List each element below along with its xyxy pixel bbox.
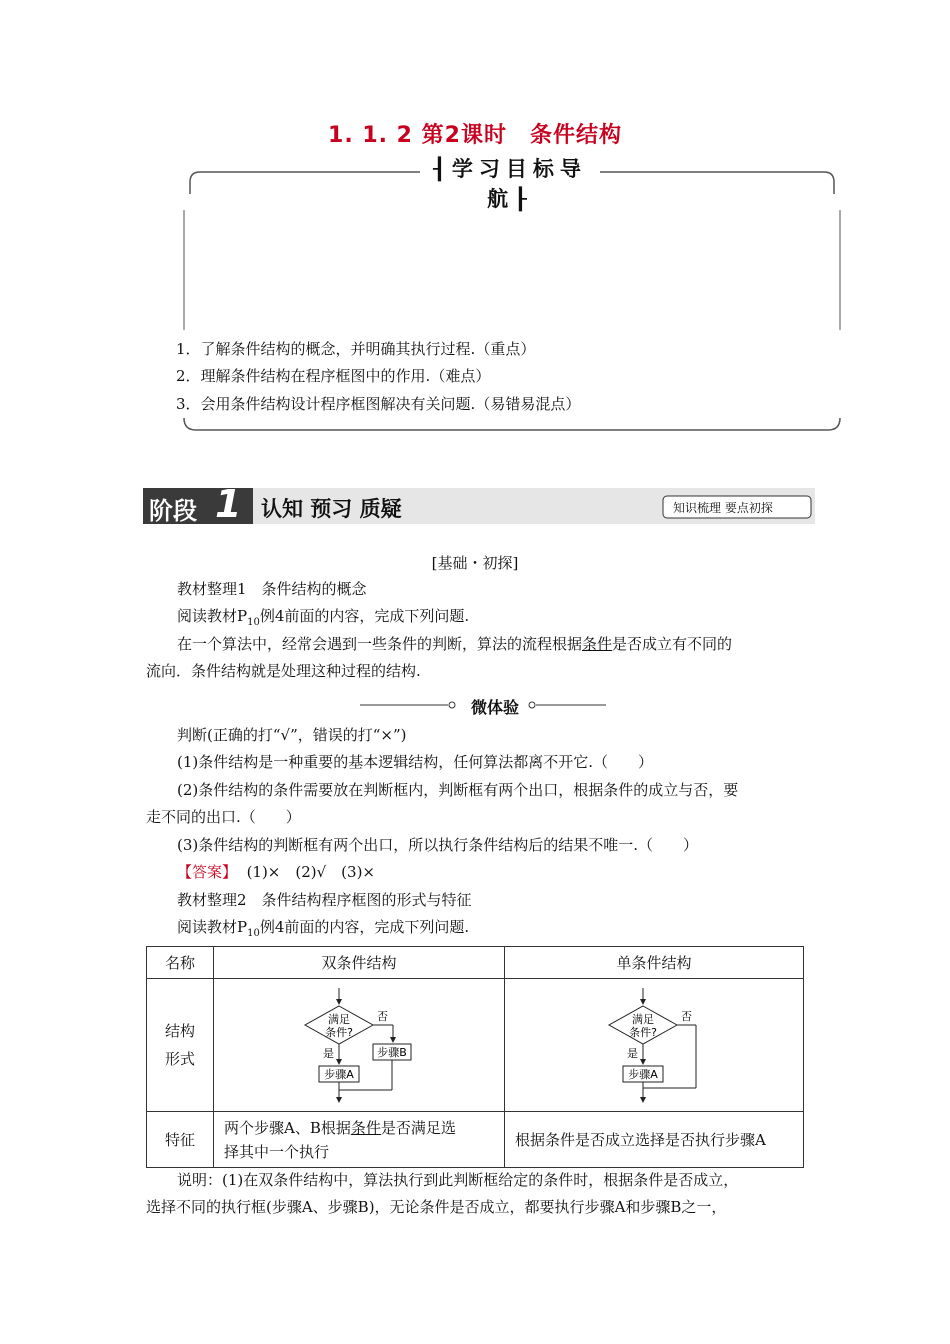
- row-form-label: [147, 979, 214, 1112]
- part1-read: [177, 605, 469, 634]
- goal-item: 2．理解条件结构在程序框图中的作用.（难点）: [176, 367, 491, 385]
- double-flowchart-cell: [214, 979, 505, 1112]
- note-line-1: 说明：(1)在双条件结构中，算法执行到此判断框给定的条件时，根据条件是否成立，: [177, 1171, 739, 1189]
- double-feature-b: 是否满足选: [380, 1118, 456, 1137]
- double-feature-line2: 择其中一个执行: [224, 1142, 330, 1161]
- stage-banner: [143, 482, 815, 526]
- question-1: (1)条件结构是一种重要的基本逻辑结构，任何算法都离不开它.（ ）: [177, 753, 654, 771]
- para-b: 是否成立有不同的: [612, 635, 733, 653]
- single-feature: 根据条件是否成立选择是否执行步骤A: [505, 1112, 804, 1168]
- structure-table: [146, 946, 804, 1168]
- experience-prompt: 判断(正确的打“√”，错误的打“×”): [177, 726, 407, 744]
- header-name: 名称: [147, 947, 214, 979]
- cond-text-1: 满足: [632, 1013, 654, 1026]
- goals-heading-text: 学习目标导航: [451, 157, 587, 211]
- read-post: 例4前面的内容，完成下列问题.: [259, 918, 470, 936]
- question-2-cont: 走不同的出口.（ ）: [146, 808, 301, 826]
- goals-heading-mark-left: ┨: [433, 157, 452, 181]
- stage-title: 认知 预习 质疑: [261, 497, 402, 521]
- header-single: 单条件结构: [505, 947, 804, 979]
- stage-badge: 知识梳理 要点初探: [673, 501, 773, 515]
- table-header-row: [147, 947, 804, 979]
- yes-label: 是: [323, 1047, 334, 1060]
- part1-para-cont: 流向．条件结构就是处理这种过程的结构.: [146, 662, 421, 680]
- single-flowchart-cell: [505, 979, 804, 1112]
- read-sub: 10: [247, 928, 260, 939]
- no-label: 否: [377, 1010, 388, 1023]
- part2-read: [177, 916, 469, 945]
- part1-para: [177, 633, 732, 655]
- row-form-label-b: 形式: [164, 1050, 195, 1068]
- page-title: 1. 1. 2 第2课时 条件结构: [328, 123, 622, 148]
- goal-item: 1．了解条件结构的概念，并明确其执行过程.（重点）: [176, 340, 536, 358]
- cond-text-1: 满足: [328, 1013, 350, 1026]
- part2-heading: 教材整理2 条件结构程序框图的形式与特征: [177, 891, 472, 909]
- para-keyword: 条件: [582, 635, 613, 653]
- double-feature: [214, 1112, 505, 1168]
- answer-label: 【答案】: [177, 863, 238, 881]
- read-pre: 阅读教材P: [177, 918, 248, 936]
- double-feature-a: 两个步骤A、B根据: [224, 1118, 351, 1137]
- section-tag: [基础・初探]: [431, 554, 519, 572]
- table-row-form: [147, 979, 804, 1112]
- read-pre: 阅读教材P: [177, 607, 248, 625]
- row-form-label-a: 结构: [164, 1022, 195, 1040]
- question-2: (2)条件结构的条件需要放在判断框内，判断框有两个出口，根据条件的成立与否，要: [177, 781, 739, 799]
- double-flowchart: [215, 980, 503, 1106]
- question-3: (3)条件结构的判断框有两个出口，所以执行条件结构后的结果不唯一.（ ）: [177, 836, 699, 854]
- double-feature-line1: [224, 1116, 503, 1140]
- note-line-2: 选择不同的执行框(步骤A、步骤B)，无论条件是否成立，都要执行步骤A和步骤B之一，: [146, 1198, 727, 1216]
- step-b-text: 步骤B: [377, 1046, 407, 1059]
- single-flowchart: [506, 980, 802, 1106]
- goal-item: 3．会用条件结构设计程序框图解决有关问题.（易错易混点）: [176, 395, 581, 413]
- row-feature-label: 特征: [147, 1112, 214, 1168]
- para-a: 在一个算法中，经常会遇到一些条件的判断，算法的流程根据: [177, 635, 583, 653]
- read-sub: 10: [247, 617, 260, 628]
- answer-text: (1)× (2)√ (3)×: [246, 863, 376, 881]
- header-double: 双条件结构: [214, 947, 505, 979]
- table-row-feature: [147, 1112, 804, 1168]
- read-post: 例4前面的内容，完成下列问题.: [259, 607, 470, 625]
- step-a-text: 步骤A: [324, 1068, 354, 1081]
- goals-heading: [420, 153, 600, 213]
- cond-text-2: 条件?: [325, 1026, 353, 1039]
- double-feature-keyword: 条件: [350, 1118, 381, 1137]
- stage-number: 1: [215, 482, 242, 526]
- goals-heading-mark-right: ┠: [514, 187, 533, 211]
- stage-prefix: 阶段: [149, 497, 197, 525]
- part1-heading: 教材整理1 条件结构的概念: [177, 580, 367, 598]
- no-label: 否: [681, 1010, 692, 1023]
- experience-heading: 微体验: [470, 698, 519, 717]
- answer-line: [177, 861, 375, 883]
- yes-label: 是: [627, 1047, 638, 1060]
- cond-text-2: 条件?: [629, 1026, 657, 1039]
- step-a-text: 步骤A: [628, 1068, 658, 1081]
